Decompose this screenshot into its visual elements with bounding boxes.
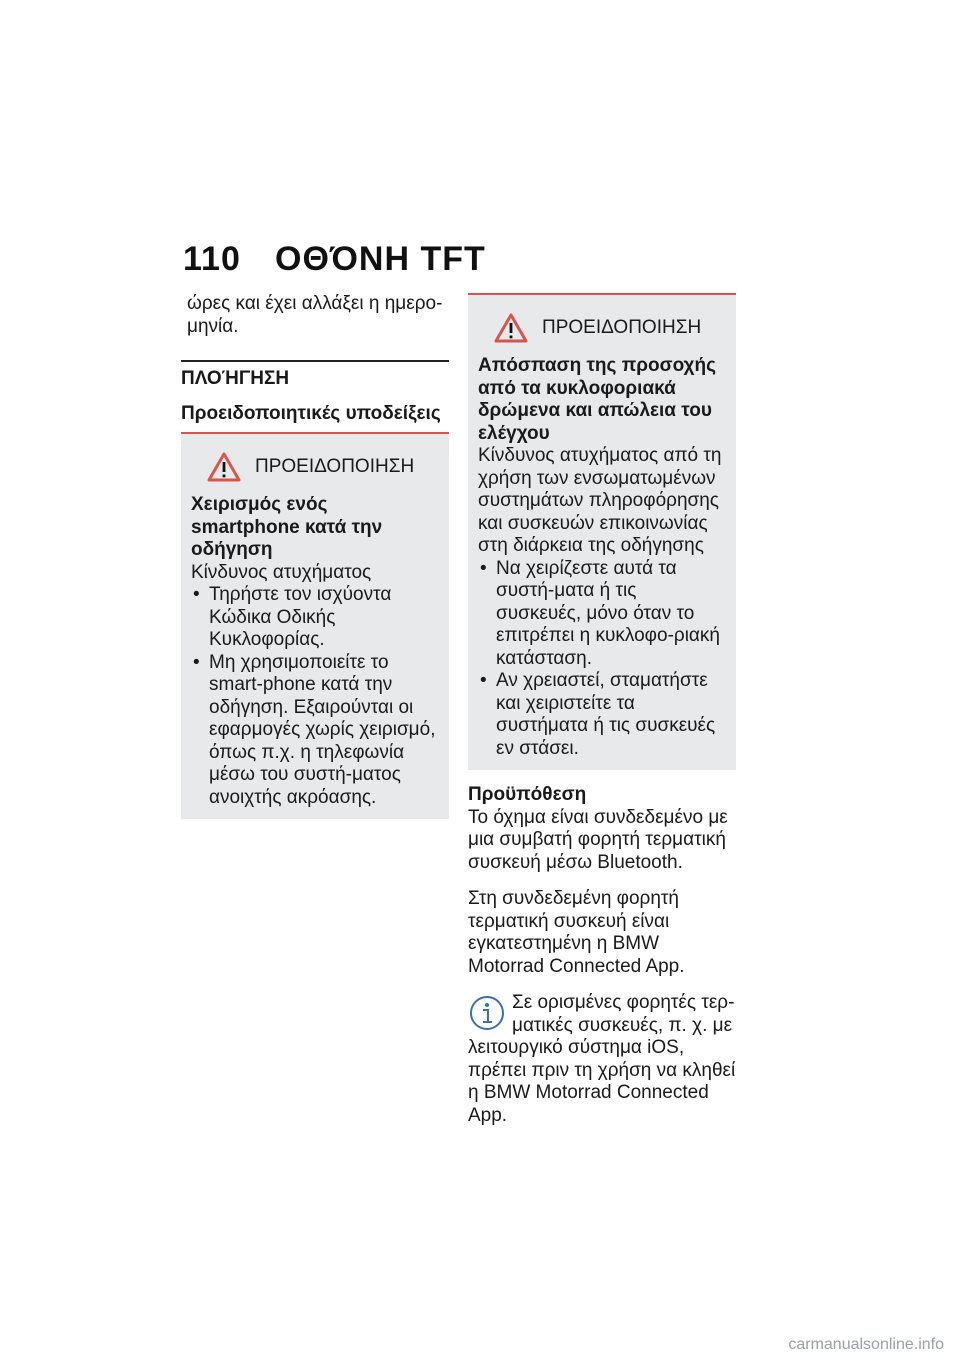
list-item: • Να χειρίζεστε αυτά τα συστή-ματα ή τις συσκευές, μόνο όταν το επιτρέπει η κυκλοφο-ριακή κατάσταση. [478,558,726,671]
intro-text: ώρες και έχει αλλάξει η ημερο-μηνία. [187,293,443,337]
warning-label [191,452,439,482]
warning-label [478,313,726,343]
info-icon [468,994,506,1032]
info-text: Σε ορισμένες φορητές τερ-ματικές συσκευές, π. χ. με λειτουργικό σύστημα iOS, πρέπει πριν τη χρήση να κληθεί η BMW Motorrad Connected App. [468,992,736,1126]
prerequisite-text: Το όχημα είναι συνδεδεμένο με μια συμβατή φορητή τερματική συσκευή μέσω Bluetooth. [468,806,728,873]
warning-triangle-icon [494,313,528,343]
section-title: ΠΛΟΉΓΗΣΗ [181,360,449,391]
page-title: ΟΘΌΝΗ TFT [275,240,486,278]
warning-heading: Χειρισμός ενός smartphone κατά την οδήγηση [191,494,383,560]
warning-box-smartphone [181,434,449,819]
page-header [183,240,486,279]
right-column [468,293,736,1127]
left-column [181,293,449,819]
warning-heading: Απόσπαση της προσοχής από τα κυκλοφοριακά δρώμενα και απώλεια του ελέγχου [478,355,716,444]
app-installed-text: Στη συνδεδεμένη φορητή τερματική συσκευή είναι εγκατεστημένη η BMW Motorrad Connected App. [468,888,685,977]
warning-label-text: ΠΡΟΕΙΔΟΠΟΙΗΣΗ [542,316,702,338]
page-number: 110 [183,240,241,278]
warning-text: Κίνδυνος ατυχήματος [191,561,372,583]
warning-bullets [478,558,726,761]
watermark-url: carmanualsonline.info [788,1336,944,1353]
warning-triangle-icon [207,452,241,482]
warning-bullets [191,584,439,809]
info-note [468,992,736,1127]
list-item: • Αν χρειαστεί, σταματήστε και χειριστείτε τα συστήματα ή τις συσκευές εν στάσει. [478,670,726,760]
warning-label-text: ΠΡΟΕΙΔΟΠΟΙΗΣΗ [255,455,415,477]
list-item: • Μη χρησιμοποιείτε το smart-phone κατά την οδήγηση. Εξαιρούνται οι εφαρμογές χωρίς χειρισμό, όπως π.χ. η τηλεφωνία μέσω του συστή-ματος ανοιχτής ακρόασης. [191,652,439,810]
list-item: • Τηρήστε τον ισχύοντα Κώδικα Οδικής Κυκλοφορίας. [191,584,439,652]
warning-box-distraction [468,293,736,770]
warning-text: Κίνδυνος ατυχήματος από τη χρήση των ενσωματωμένων συστημάτων πληροφόρησης και συσκευών επικοινωνίας στη διάρκεια της οδήγησης [478,445,722,556]
prerequisite-title: Προϋπόθεση [468,784,587,805]
subsection-title: Προειδοποιητικές υποδείξεις [181,403,449,435]
